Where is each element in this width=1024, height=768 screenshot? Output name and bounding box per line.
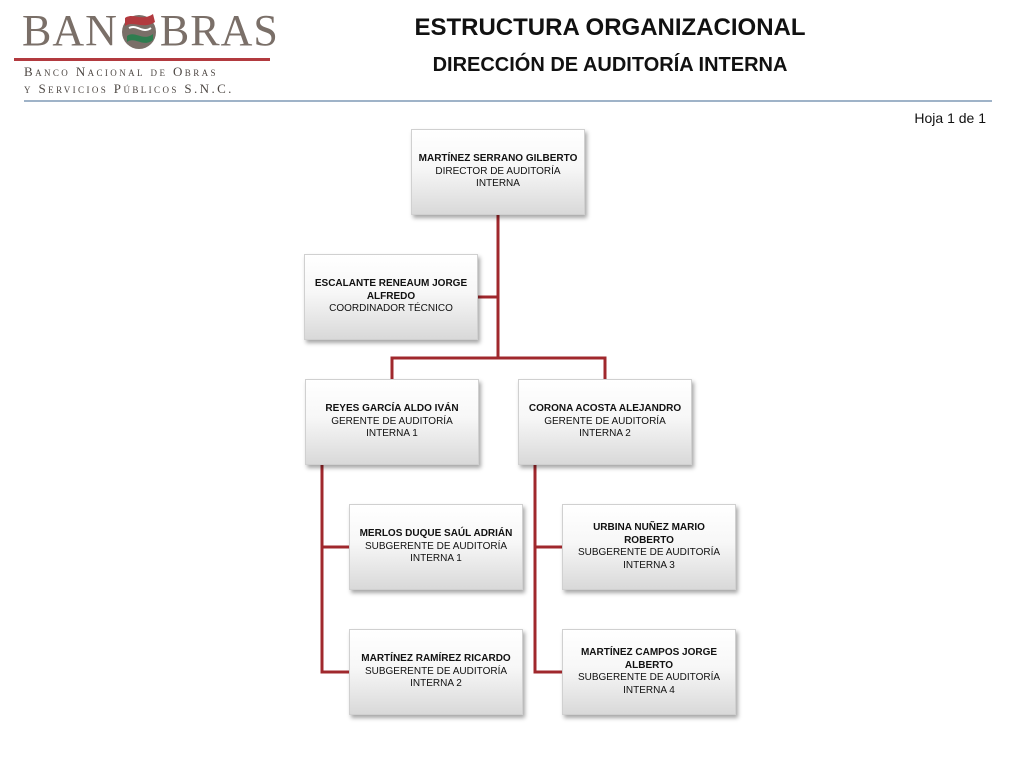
org-node-coordinator [304,254,478,340]
node-name: MARTÍNEZ SERRANO GILBERTO [418,153,578,165]
node-role: GERENTE DE AUDITORÍA INTERNA 2 [544,415,666,440]
org-node-manager-2 [518,379,692,465]
node-role: GERENTE DE AUDITORÍA INTERNA 1 [331,415,453,440]
logo-word-left: BAN [22,6,118,55]
logo-word-right: BRAS [159,6,279,55]
node-name: MARTÍNEZ RAMÍREZ RICARDO [361,653,511,665]
connector-manager-2-trunk [535,465,562,672]
node-name: URBINA NUÑEZ MARIO ROBERTO [593,522,705,546]
node-role: SUBGERENTE DE AUDITORÍA INTERNA 1 [364,540,508,565]
node-role: SUBGERENTE DE AUDITORÍA INTERNA 2 [364,665,508,690]
node-name: MARTÍNEZ CAMPOS JORGE ALBERTO [580,647,718,671]
org-node-submanager-2 [349,629,523,715]
org-node-submanager-1 [349,504,523,590]
node-name: REYES GARCÍA ALDO IVÁN [325,403,459,415]
sheet-number: Hoja 1 de 1 [914,110,986,126]
node-role: SUBGERENTE DE AUDITORÍA INTERNA 3 [577,547,721,571]
logo-tagline-2: y Servicios Públicos S.N.C. [24,81,234,96]
node-role: SUBGERENTE DE AUDITORÍA INTERNA 4 [577,672,721,696]
page-title: ESTRUCTURA ORGANIZACIONAL [414,14,806,41]
org-node-manager-1 [305,379,479,465]
node-name: ESCALANTE RENEAUM JORGE ALFREDO [314,278,468,302]
node-role: COORDINADOR TÉCNICO [329,303,453,315]
node-name: MERLOS DUQUE SAÚL ADRIÁN [359,528,513,540]
node-role: DIRECTOR DE AUDITORÍA INTERNA [435,165,561,190]
org-node-director [411,129,585,215]
org-node-submanager-4 [562,629,736,715]
connector-manager-1-trunk [322,465,349,672]
logo-tagline-1: Banco Nacional de Obras [24,64,218,79]
node-name: CORONA ACOSTA ALEJANDRO [528,403,682,415]
org-node-submanager-3 [562,504,736,590]
page-subtitle: DIRECCIÓN DE AUDITORÍA INTERNA [432,54,788,76]
